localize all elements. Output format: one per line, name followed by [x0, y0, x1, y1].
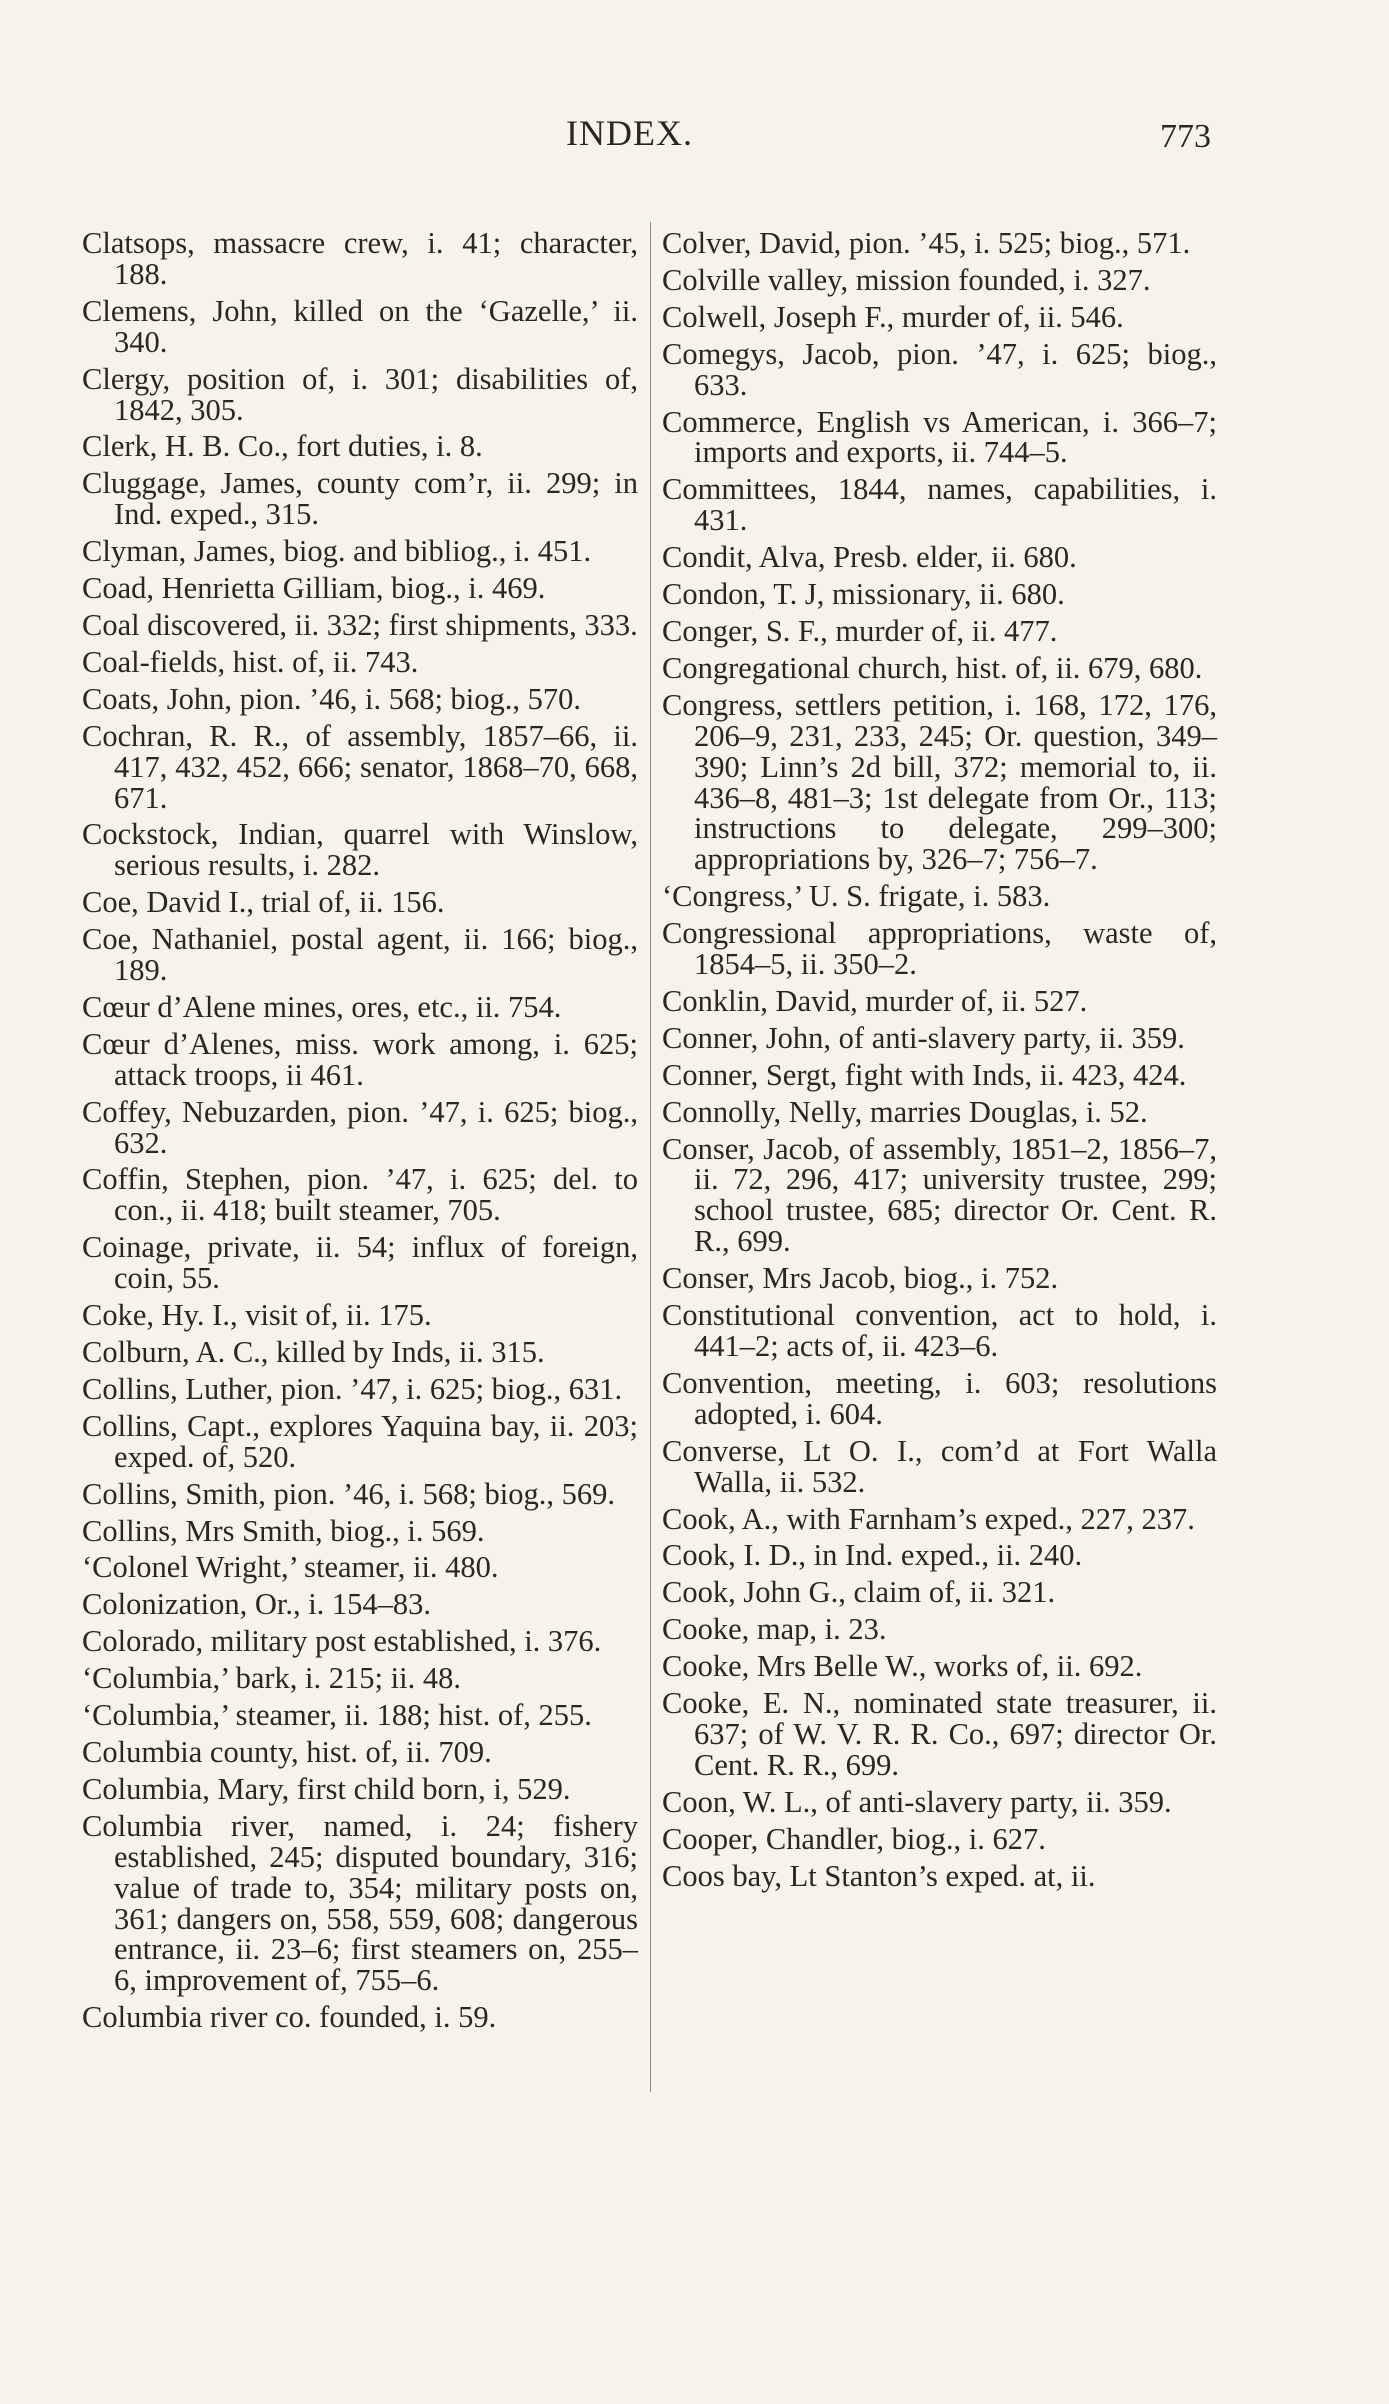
index-entry: Columbia, Mary, first child born, i, 529. [82, 1771, 571, 1806]
running-title: INDEX. [566, 113, 693, 153]
index-entry: Coad, Henrietta Gilliam, biog., i. 469. [82, 571, 546, 606]
index-entry: Congress, settlers petition, i. 168, 172, 176, 206–9, 231, 233, 245; Or. question, 349–390; Linn’s 2d bill, 372; memorial to, ii. 436–8, 481–3; 1st delegate from Or., 113; instructions to delegate, 299–300; appropriations by, 326–7; 756–7. [662, 687, 1217, 877]
index-entry: Coon, W. L., of anti-slavery party, ii. 359. [662, 1784, 1172, 1819]
index-entry: Convention, meeting, i. 603; resolutions adopted, i. 604. [662, 1365, 1217, 1431]
index-column-left [82, 228, 638, 2039]
index-entry: Cook, I. D., in Ind. exped., ii. 240. [662, 1538, 1083, 1573]
index-entry: Clatsops, massacre crew, i. 41; character, 188. [82, 226, 638, 291]
index-entry: Coe, Nathaniel, postal agent, ii. 166; biog., 189. [82, 922, 638, 988]
index-entry: Coats, John, pion. ’46, i. 568; biog., 570. [82, 681, 582, 716]
index-entry: Cooke, Mrs Belle W., works of, ii. 692. [662, 1649, 1143, 1684]
index-entry: Colver, David, pion. ’45, i. 525; biog., 571. [662, 226, 1191, 260]
index-entry: Cœur d’Alene mines, ores, etc., ii. 754. [82, 989, 562, 1024]
index-entry: Congressional appropriations, waste of, 1854–5, ii. 350–2. [662, 916, 1217, 982]
index-entry: Cockstock, Indian, quarrel with Winslow, serious results, i. 282. [82, 817, 638, 883]
index-entry: ‘Colonel Wright,’ steamer, ii. 480. [82, 1550, 499, 1585]
index-entry: Comegys, Jacob, pion. ’47, i. 625; biog., 633. [662, 336, 1217, 402]
index-entry: Coffin, Stephen, pion. ’47, i. 625; del. to con., ii. 418; built steamer, 705. [82, 1162, 638, 1228]
index-entry: Condon, T. J, missionary, ii. 680. [662, 577, 1065, 612]
index-entry: Cooke, E. N., nominated state treasurer, ii. 637; of W. V. R. R. Co., 697; director Or. Cent. R. R., 699. [662, 1686, 1217, 1782]
index-entry: Cluggage, James, county com’r, ii. 299; in Ind. exped., 315. [82, 466, 638, 532]
index-entry: Constitutional convention, act to hold, i. 441–2; acts of, ii. 423–6. [662, 1298, 1217, 1363]
index-entry: ‘Congress,’ U. S. frigate, i. 583. [662, 879, 1051, 914]
index-entry: Conklin, David, murder of, ii. 527. [662, 983, 1088, 1018]
index-entry: Coke, Hy. I., visit of, ii. 175. [82, 1298, 432, 1333]
index-entry: Collins, Luther, pion. ’47, i. 625; biog., 631. [82, 1371, 623, 1406]
index-entry: Colorado, military post established, i. 376. [82, 1624, 602, 1659]
index-entry: Commerce, English vs American, i. 366–7; imports and exports, ii. 744–5. [662, 404, 1217, 470]
index-entry: Converse, Lt O. I., com’d at Fort Walla Walla, ii. 532. [662, 1433, 1217, 1499]
column-divider [650, 222, 651, 2092]
index-entry: Colonization, Or., i. 154–83. [82, 1587, 432, 1622]
index-entry: Congregational church, hist. of, ii. 679, 680. [662, 650, 1203, 685]
index-entry: Coal discovered, ii. 332; first shipments, 333. [82, 607, 638, 642]
index-entry: Condit, Alva, Presb. elder, ii. 680. [662, 540, 1077, 575]
page-number: 773 [1160, 118, 1211, 155]
index-entry: Coos bay, Lt Stanton’s exped. at, ii. [662, 1858, 1096, 1893]
index-entry: ‘Columbia,’ steamer, ii. 188; hist. of, 255. [82, 1698, 592, 1733]
index-entry: Conner, Sergt, fight with Inds, ii. 423, 424. [662, 1057, 1187, 1092]
index-entry: Connolly, Nelly, marries Douglas, i. 52. [662, 1094, 1148, 1129]
index-entry: Conser, Mrs Jacob, biog., i. 752. [662, 1261, 1059, 1296]
index-entry: Conger, S. F., murder of, ii. 477. [662, 613, 1058, 648]
index-entry: Colburn, A. C., killed by Inds, ii. 315. [82, 1335, 545, 1369]
index-entry: Clergy, position of, i. 301; disabilities of, 1842, 305. [82, 361, 638, 427]
index-entry: Colville valley, mission founded, i. 327. [662, 262, 1151, 297]
index-column-right [662, 228, 1217, 1898]
index-entry: Cook, A., with Farnham’s exped., 227, 237. [662, 1501, 1195, 1536]
index-entry: Columbia river, named, i. 24; fishery established, 245; disputed boundary, 316; value of trade to, 354; military posts on, 361; dangers on, 558, 559, 608; dangerous entrance, ii. 23–6; first steamers on, 255–6, improvement of, 755–6. [82, 1808, 638, 1998]
index-entry: Collins, Mrs Smith, biog., i. 569. [82, 1513, 485, 1548]
index-entry: Colwell, Joseph F., murder of, ii. 546. [662, 299, 1124, 334]
index-entry: ‘Columbia,’ bark, i. 215; ii. 48. [82, 1661, 461, 1696]
index-entry: Coffey, Nebuzarden, pion. ’47, i. 625; biog., 632. [82, 1094, 638, 1160]
index-entry: Clemens, John, killed on the ‘Gazelle,’ ii. 340. [82, 293, 638, 359]
index-entry: Coal-fields, hist. of, ii. 743. [82, 644, 419, 679]
index-entry: Coinage, private, ii. 54; influx of foreign, coin, 55. [82, 1230, 638, 1296]
index-entry: Committees, 1844, names, capabilities, i. 431. [662, 472, 1217, 538]
index-entry: Columbia county, hist. of, ii. 709. [82, 1734, 492, 1769]
index-entry: Cœur d’Alenes, miss. work among, i. 625; attack troops, ii 461. [82, 1026, 638, 1092]
index-entry: Clyman, James, biog. and bibliog., i. 451. [82, 534, 592, 569]
page-header [0, 112, 1389, 172]
index-entry: Conser, Jacob, of assembly, 1851–2, 1856–7, ii. 72, 296, 417; university trustee, 299; school trustee, 685; director Or. Cent. R. R., 699. [662, 1131, 1217, 1259]
index-entry: Collins, Smith, pion. ’46, i. 568; biog., 569. [82, 1476, 615, 1511]
index-entry: Columbia river co. founded, i. 59. [82, 2000, 497, 2035]
index-entry: Cochran, R. R., of assembly, 1857–66, ii. 417, 432, 452, 666; senator, 1868–70, 668, 671. [82, 718, 638, 815]
index-entry: Cook, John G., claim of, ii. 321. [662, 1575, 1056, 1610]
index-entry: Coe, David I., trial of, ii. 156. [82, 885, 445, 920]
index-entry: Clerk, H. B. Co., fort duties, i. 8. [82, 429, 483, 464]
index-entry: Cooke, map, i. 23. [662, 1612, 887, 1647]
index-entry: Collins, Capt., explores Yaquina bay, ii. 203; exped. of, 520. [82, 1408, 638, 1474]
index-entry: Cooper, Chandler, biog., i. 627. [662, 1821, 1046, 1856]
index-entry: Conner, John, of anti-slavery party, ii. 359. [662, 1020, 1185, 1055]
